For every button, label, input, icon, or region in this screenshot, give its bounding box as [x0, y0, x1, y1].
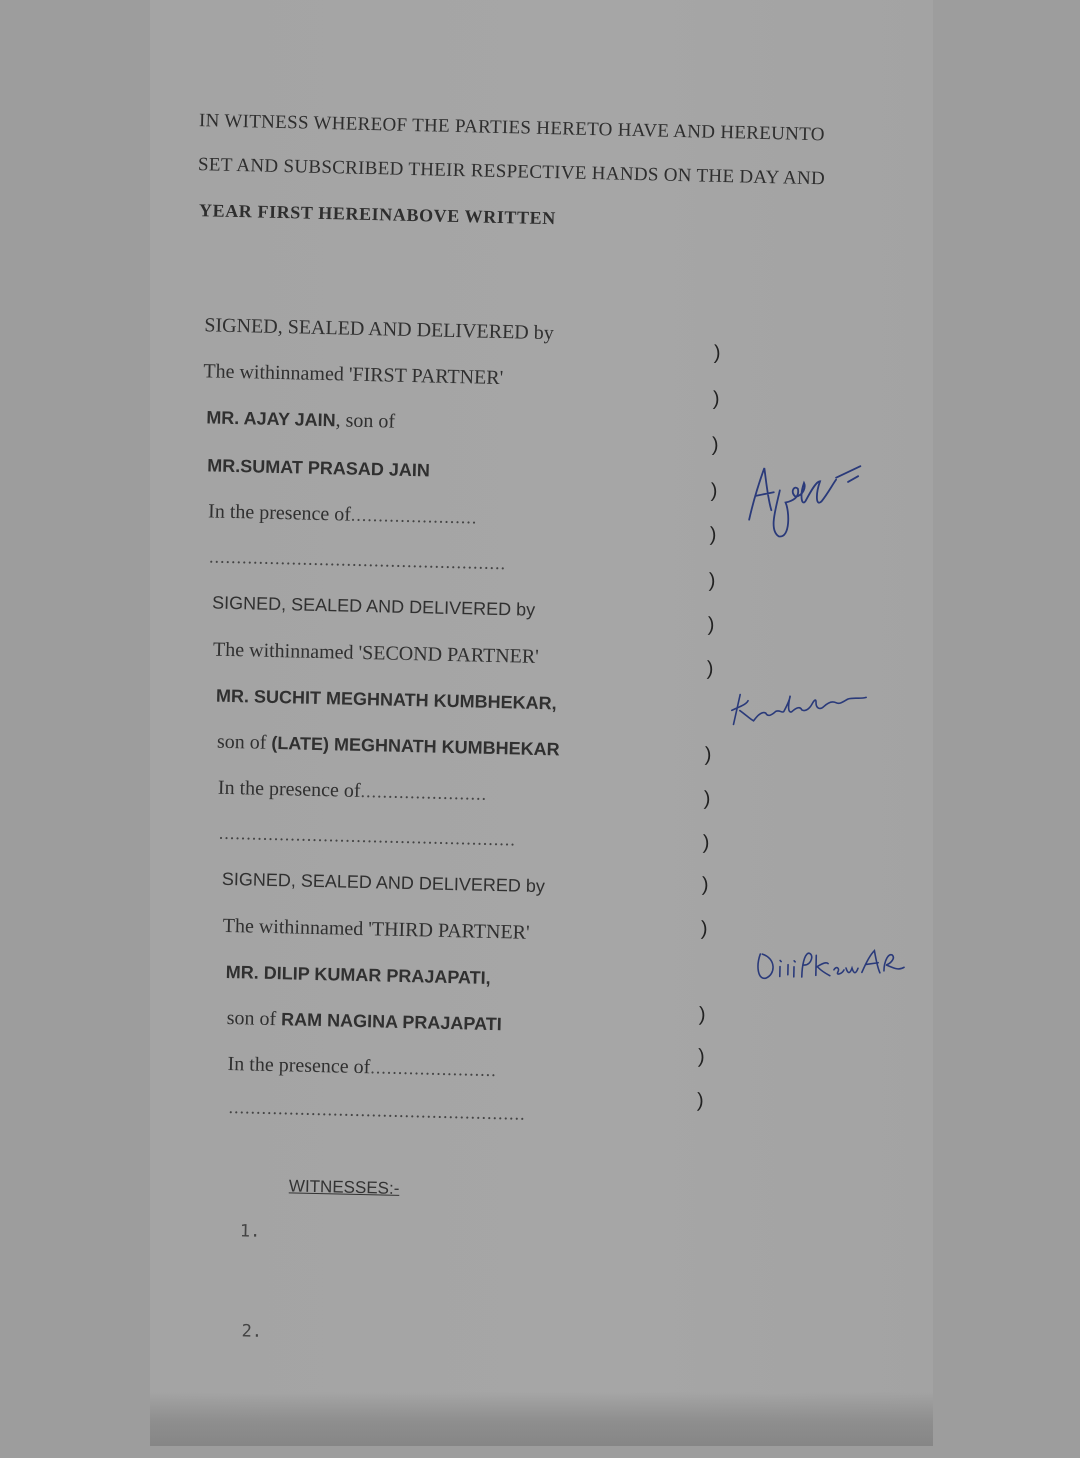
first-partner-signature — [739, 449, 871, 547]
second-partner-withinnamed: The withinnamed 'SECOND PARTNER' — [212, 638, 540, 668]
first-partner-signed-line: SIGNED, SEALED AND DELIVERED by — [204, 314, 554, 345]
heading-line-1: IN WITNESS WHEREOF THE PARTIES HERETO HAVE AND HEREUNTO — [198, 110, 825, 146]
bracket-1: ) — [713, 341, 721, 365]
second-partner-son-of: son of — [216, 730, 267, 754]
witness-number-1: 1. — [239, 1221, 261, 1242]
bracket-6: ) — [708, 569, 716, 592]
third-partner-name: MR. DILIP KUMAR PRAJAPATI, — [225, 961, 491, 988]
bracket-10: ) — [703, 787, 711, 810]
bracket-14: ) — [698, 1003, 706, 1026]
third-partner-signature — [749, 940, 910, 994]
first-partner-name: MR. AJAY JAIN — [206, 407, 336, 431]
third-partner-dots-line: ...................................................... — [228, 1097, 526, 1124]
first-partner-presence — [208, 500, 478, 529]
bracket-15: ) — [697, 1045, 705, 1068]
bracket-4: ) — [710, 479, 718, 502]
first-partner-presence-dots: ....................... — [350, 504, 478, 528]
first-partner-son-of: , son of — [335, 409, 396, 433]
first-partner-father-line — [207, 454, 430, 482]
second-partner-father: (LATE) MEGHNATH KUMBHEKAR — [271, 732, 560, 760]
third-partner-presence — [227, 1053, 497, 1082]
second-partner-presence-label: In the presence of — [217, 776, 361, 802]
heading-line-3: YEAR FIRST HEREINABOVE WRITTEN — [198, 200, 557, 229]
second-partner-father-line — [217, 731, 560, 762]
second-partner-name-line — [216, 685, 557, 716]
third-partner-father-line — [226, 1007, 502, 1036]
third-partner-son-of: son of — [226, 1006, 277, 1031]
bracket-8: ) — [706, 657, 714, 680]
third-partner-father: RAM NAGINA PRAJAPATI — [280, 1009, 502, 1035]
bracket-9: ) — [704, 743, 712, 766]
second-partner-signature — [725, 684, 876, 737]
third-partner-withinnamed: The withinnamed 'THIRD PARTNER' — [222, 914, 530, 944]
third-partner-name-line — [225, 961, 490, 990]
second-partner-dots-line: ...................................................... — [218, 822, 517, 850]
bracket-11: ) — [702, 831, 710, 854]
heading-line-2: SET AND SUBSCRIBED THEIR RESPECTIVE HANDS ON THE DAY AND — [197, 154, 826, 190]
bracket-2: ) — [712, 387, 720, 410]
bracket-3: ) — [711, 433, 719, 456]
third-partner-signed-line: SIGNED, SEALED AND DELIVERED by — [221, 868, 546, 897]
third-partner-presence-dots: ....................... — [370, 1057, 498, 1081]
first-partner-father: MR.SUMAT PRASAD JAIN — [207, 455, 431, 481]
first-partner-dots-line: ...................................................... — [208, 546, 507, 574]
second-partner-presence — [218, 777, 488, 806]
bracket-13: ) — [700, 917, 708, 940]
second-partner-name: MR. SUCHIT MEGHNATH KUMBHEKAR, — [215, 685, 557, 714]
witnesses-heading: WITNESSES:- — [288, 1176, 400, 1198]
second-partner-signed-line: SIGNED, SEALED AND DELIVERED by — [211, 592, 536, 620]
second-partner-presence-dots: ....................... — [360, 780, 488, 804]
bracket-16: ) — [696, 1089, 704, 1112]
bracket-12: ) — [701, 873, 709, 896]
witness-number-2: 2. — [241, 1321, 263, 1342]
first-partner-name-line — [206, 406, 395, 433]
third-partner-presence-label: In the presence of — [227, 1053, 371, 1079]
first-partner-withinnamed: The withinnamed 'FIRST PARTNER' — [203, 360, 504, 390]
bracket-5: ) — [709, 523, 717, 546]
bracket-7: ) — [707, 613, 715, 636]
first-partner-presence-label: In the presence of — [207, 500, 352, 526]
